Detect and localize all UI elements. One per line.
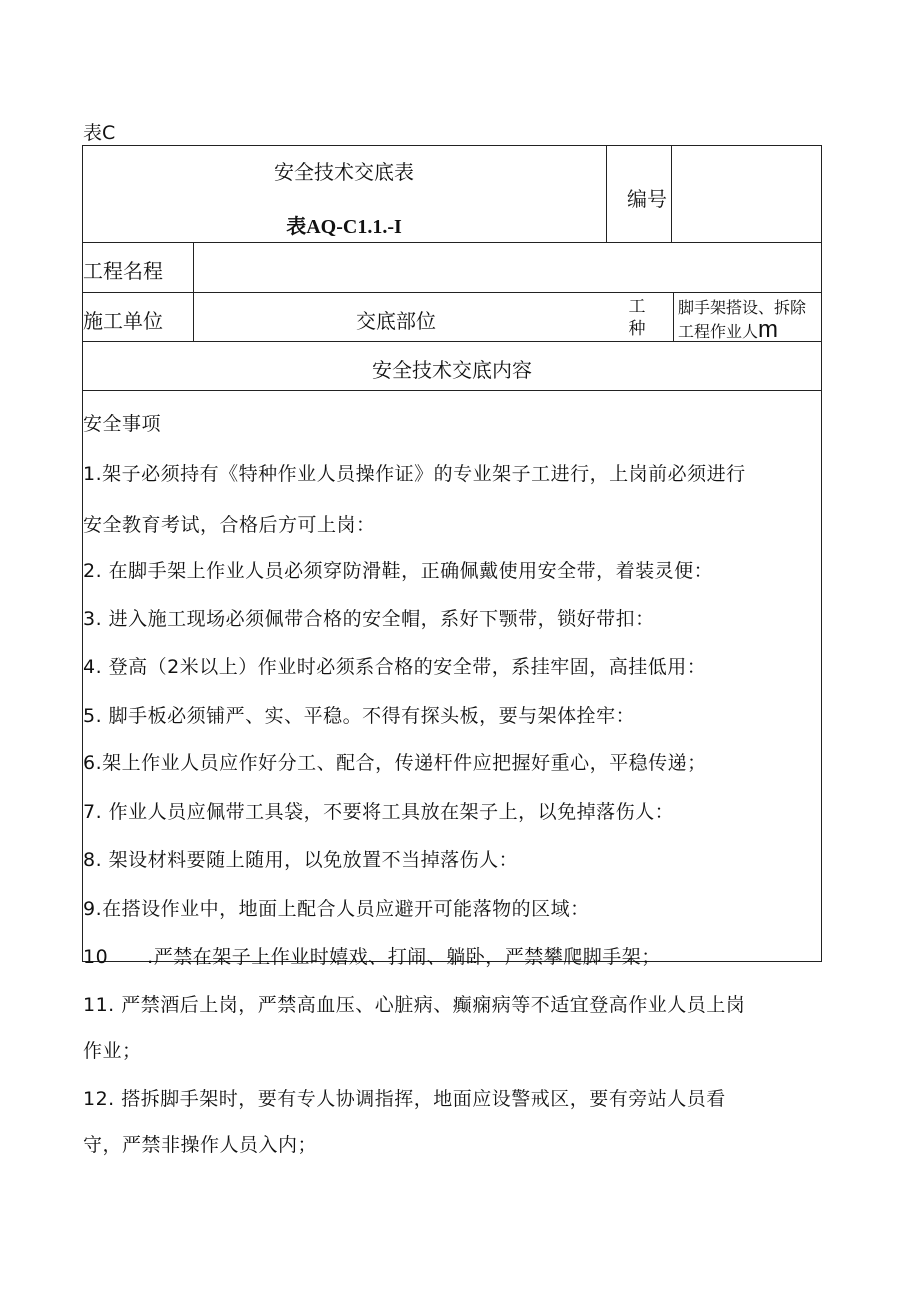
col-divider-header-right: [671, 145, 672, 242]
content-line: 作业；: [83, 1040, 142, 1062]
col-divider-project: [193, 242, 194, 341]
work-type-label: 工种: [628, 297, 646, 339]
content-line: 6.架上作业人员应作好分工、配合，传递杆件应把握好重心，平稳传递；: [83, 752, 707, 774]
col-divider-work-type: [673, 292, 674, 341]
content-line: 9.在搭设作业中，地面上配合人员应避开可能落物的区域：: [83, 898, 590, 920]
content-title: 安全技术交底内容: [372, 358, 532, 382]
table-title: 安全技术交底表: [274, 160, 414, 184]
project-name-label: 工程名程: [83, 259, 163, 283]
content-line: 1.架子必须持有《特种作业人员操作证》的专业架子工进行，上岗前必须进行: [83, 463, 746, 485]
col-divider-header-left: [606, 145, 607, 242]
content-line: 12. 搭拆脚手架时，要有专人协调指挥，地面应设警戒区，要有旁站人员看: [83, 1088, 726, 1110]
content-line: 5. 脚手板必须铺严、实、平稳。不得有探头板，要与架体拴牢：: [83, 705, 636, 727]
content-line: 8. 架设材料要随上随用，以免放置不当掉落伤人：: [83, 849, 519, 871]
number-label: 编号: [627, 187, 667, 211]
content-line: 安全教育考试，合格后方可上岗：: [83, 514, 376, 536]
content-line: 守，严禁非操作人员入内；: [83, 1134, 318, 1156]
content-line: 3. 进入施工现场必须佩带合格的安全帽，系好下颚带，锁好带扣：: [83, 608, 655, 630]
content-line: 4. 登高（2米以上）作业时必须系合格的安全带，系挂牢固，高挂低用：: [83, 656, 707, 678]
work-type-value: [678, 296, 818, 344]
work-type-suffix: m: [758, 316, 779, 343]
content-line: 7. 作业人员应佩带工具袋，不要将工具放在架子上，以免掉落伤人：: [83, 801, 675, 823]
table-code: 表AQ-C1.1.-I: [286, 216, 402, 238]
row-divider-content-title: [82, 390, 822, 391]
form-label: 表C: [83, 122, 116, 144]
content-line: 11. 严禁酒后上岗，严禁高血压、心脏病、癫痫病等不适宜登高作业人员上岗: [83, 994, 746, 1016]
section-heading: 安全事项: [83, 413, 162, 435]
work-type-text: 脚手架搭设、拆除工程作业人: [678, 298, 807, 341]
disclosure-part-label: 交底部位: [356, 309, 436, 333]
content-line: 2. 在脚手架上作业人员必须穿防滑鞋，正确佩戴使用安全带，着装灵便：: [83, 560, 714, 582]
content-line: 10 .严禁在架子上作业时嬉戏、打闹、躺卧，严禁攀爬脚手架；: [83, 946, 661, 968]
construction-unit-label: 施工单位: [83, 309, 163, 333]
